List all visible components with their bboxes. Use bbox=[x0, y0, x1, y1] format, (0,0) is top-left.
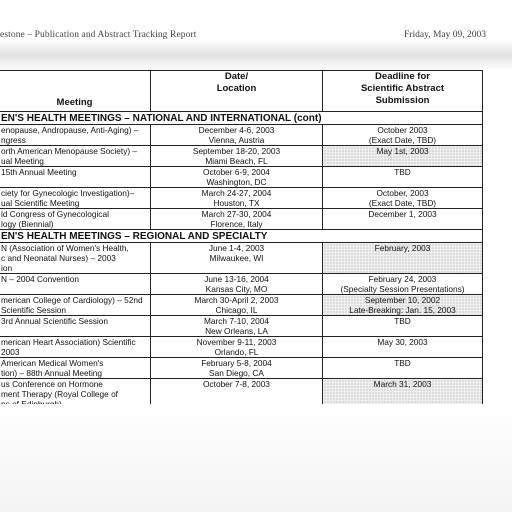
table-row bbox=[0, 125, 483, 146]
date-location-cell: December 4-6, 2003 Vienna, Austria bbox=[151, 125, 323, 146]
report-date: Friday, May 09, 2003 bbox=[404, 30, 486, 40]
table-row bbox=[0, 243, 483, 274]
deadline-cell: TBD bbox=[323, 358, 483, 379]
deadline-cell: May 30, 2003 bbox=[323, 337, 483, 358]
date-location-cell: March 30-April 2, 2003 Chicago, IL bbox=[151, 295, 323, 316]
section-regional-title: EN'S HEALTH MEETINGS – REGIONAL AND SPECIALTY bbox=[0, 230, 483, 243]
meeting-cell: merican College of Cardiology) – 52nd Scientific Session bbox=[0, 295, 151, 316]
deadline-cell: February 24, 2003 (Specialty Session Presentations) bbox=[323, 274, 483, 295]
date-location-cell: October 6-9, 2004 Washington, DC bbox=[151, 167, 323, 188]
table-row bbox=[0, 188, 483, 209]
table-header-row bbox=[0, 71, 483, 112]
col-date-header: Date/ Location bbox=[151, 71, 323, 112]
col-deadline-header: Deadline for Scientific Abstract Submission bbox=[323, 71, 483, 112]
table-row bbox=[0, 358, 483, 379]
deadline-cell: September 10, 2002 Late-Breaking: Jan. 15, 2003 bbox=[323, 295, 483, 316]
table-row bbox=[0, 295, 483, 316]
report-header bbox=[0, 28, 512, 44]
meeting-cell: 15th Annual Meeting bbox=[0, 167, 151, 188]
meeting-cell: N (Association of Women's Health, c and Neonatal Nurses) – 2003 ion bbox=[0, 243, 151, 274]
deadline-cell: October, 2003 (Exact Date, TBD) bbox=[323, 188, 483, 209]
page-bottom-blank bbox=[0, 404, 512, 512]
table-row bbox=[0, 146, 483, 167]
meeting-cell: 3rd Annual Scientific Session bbox=[0, 316, 151, 337]
table-row bbox=[0, 167, 483, 188]
report-title: estone – Publication and Abstract Tracking Report bbox=[0, 30, 197, 40]
date-location-cell: October 7-8, 2003 bbox=[151, 379, 323, 410]
meeting-cell: American Medical Women's tion) – 88th Annual Meeting bbox=[0, 358, 151, 379]
deadline-cell: March 31, 2003 bbox=[323, 379, 483, 410]
deadline-cell: TBD bbox=[323, 167, 483, 188]
table-row bbox=[0, 274, 483, 295]
date-location-cell: June 1-4, 2003 Milwaukee, WI bbox=[151, 243, 323, 274]
meeting-cell: N – 2004 Convention bbox=[0, 274, 151, 295]
meeting-cell: enopause, Andropause, Anti-Aging) – ngress bbox=[0, 125, 151, 146]
section-national-title: EN'S HEALTH MEETINGS – NATIONAL AND INTERNATIONAL (cont) bbox=[0, 112, 483, 125]
meeting-cell: orth American Menopause Society) – ual Meeting bbox=[0, 146, 151, 167]
meeting-cell: ld Congress of Gynecological logy (Biennial) bbox=[0, 209, 151, 230]
table-row bbox=[0, 209, 483, 230]
date-location-cell: March 24-27, 2004 Houston, TX bbox=[151, 188, 323, 209]
deadline-cell: December 1, 2003 bbox=[323, 209, 483, 230]
table-row bbox=[0, 337, 483, 358]
meeting-cell: us Conference on Hormone ment Therapy (Royal College of bbox=[0, 379, 151, 410]
meeting-cell: ciety for Gynecologic Investigation)– ual Scientific Meeting bbox=[0, 188, 151, 209]
deadline-cell: May 1st, 2003 bbox=[323, 146, 483, 167]
deadline-cell: TBD bbox=[323, 316, 483, 337]
date-location-cell: November 9-11, 2003 Orlando, FL bbox=[151, 337, 323, 358]
deadline-cell: February, 2003 bbox=[323, 243, 483, 274]
date-location-cell: February 5-8, 2004 San Diego, CA bbox=[151, 358, 323, 379]
date-location-cell: September 18-20, 2003 Miami Beach, FL bbox=[151, 146, 323, 167]
section-regional-row bbox=[0, 230, 483, 243]
table-row bbox=[0, 316, 483, 337]
date-location-cell: March 27-30, 2004 Florence, Italy bbox=[151, 209, 323, 230]
deadline-cell: October 2003 (Exact Date, TBD) bbox=[323, 125, 483, 146]
col-meeting-header: Meeting bbox=[0, 71, 151, 112]
meetings-table bbox=[0, 70, 483, 410]
meeting-cell: merican Heart Association) Scientific 2003 bbox=[0, 337, 151, 358]
scan-shadow bbox=[0, 40, 512, 70]
date-location-cell: June 13-16, 2004 Kansas City, MO bbox=[151, 274, 323, 295]
section-national-row bbox=[0, 112, 483, 125]
date-location-cell: March 7-10, 2004 New Orleans, LA bbox=[151, 316, 323, 337]
